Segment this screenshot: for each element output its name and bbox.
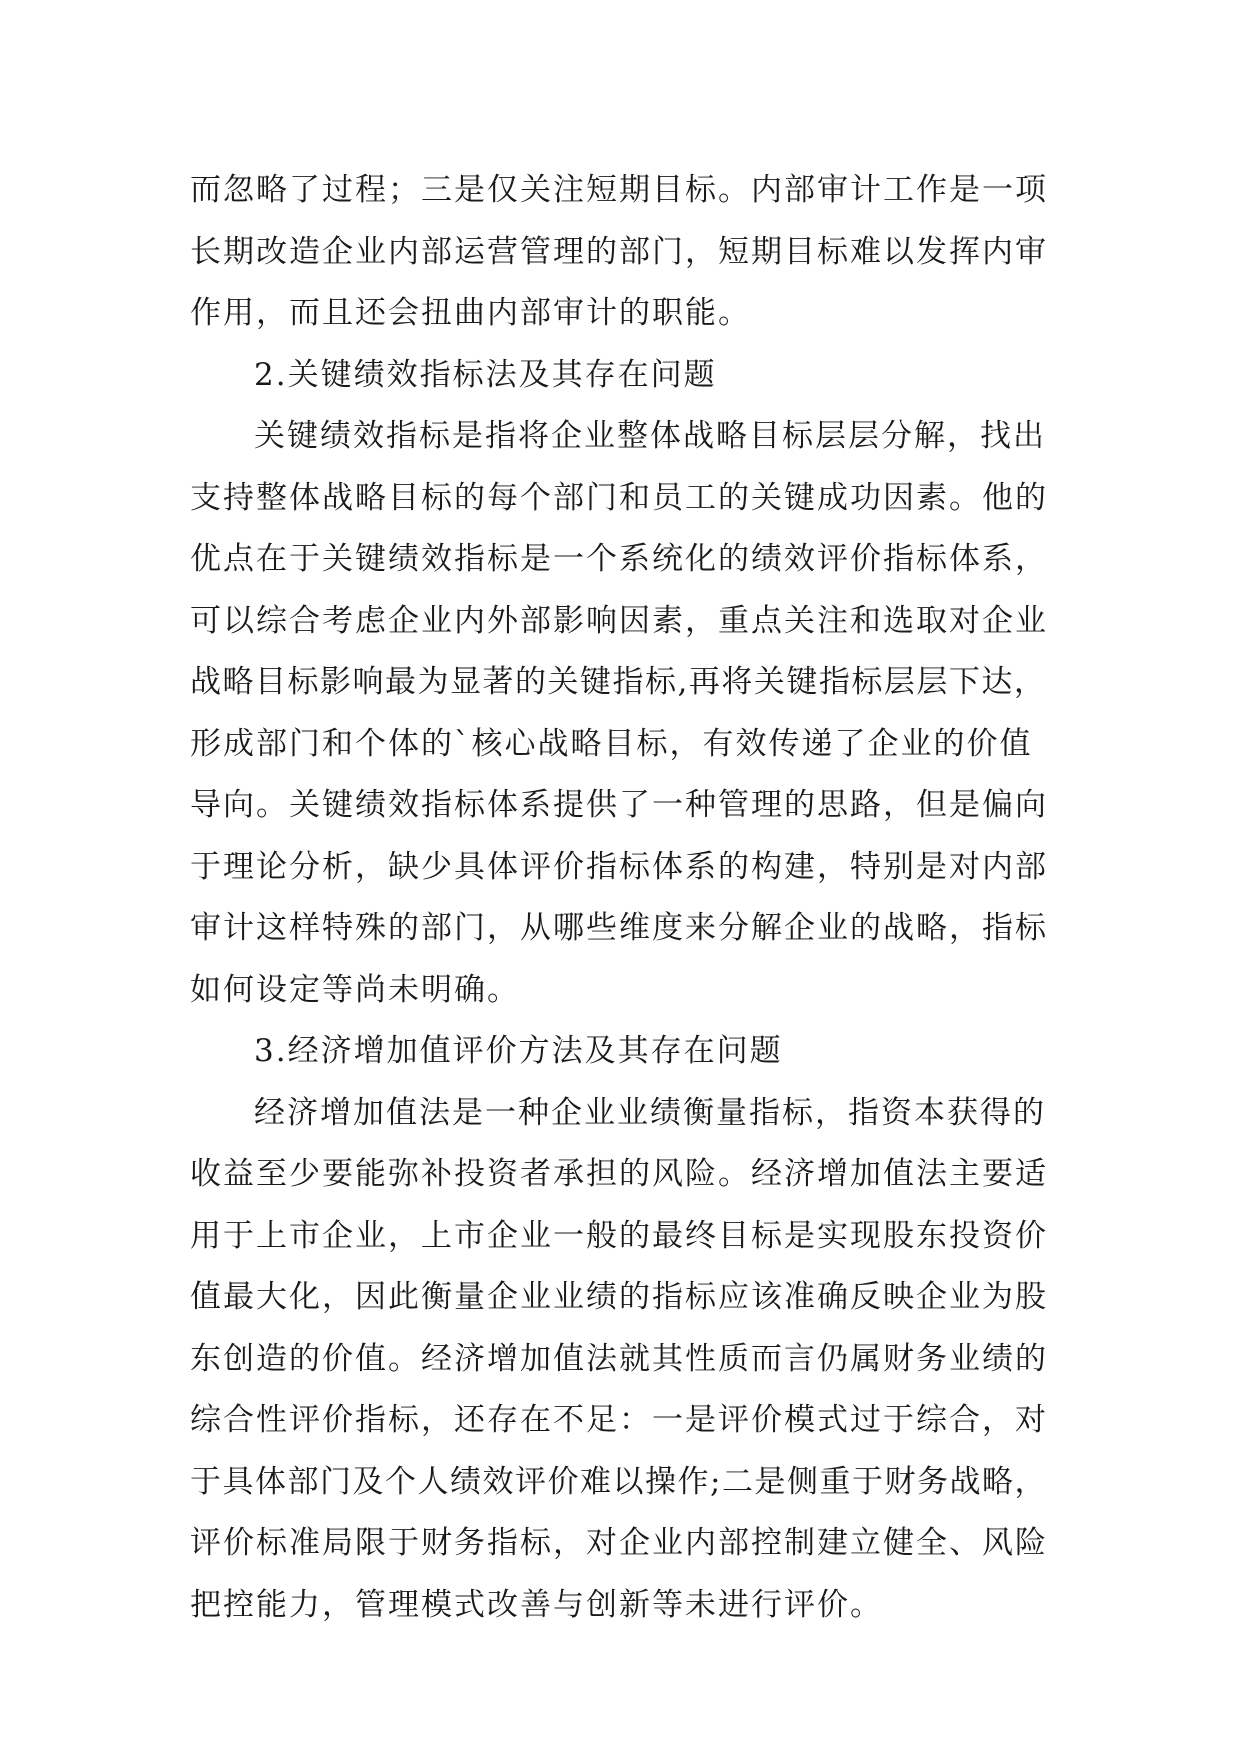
text-line: 审计这样特殊的部门，从哪些维度来分解企业的战略，指标 xyxy=(190,910,1048,946)
text-line: 于具体部门及个人绩效评价难以操作;二是侧重于财务战略， xyxy=(190,1463,1047,1500)
text-line: 作用，而且还会扭曲内部审计的职能。 xyxy=(190,295,751,331)
text-line: 评价标准局限于财务指标，对企业内部控制建立健全、风险 xyxy=(190,1525,1048,1561)
text-line: 把控能力，管理模式改善与创新等未进行评价。 xyxy=(190,1586,883,1623)
text-line: 3.经济增加值评价方法及其存在问题 xyxy=(254,1033,783,1069)
text-line: 关键绩效指标是指将企业整体战略目标层层分解，找出 xyxy=(254,418,1046,454)
text-line: 而忽略了过程；三是仅关注短期目标。内部审计工作是一项 xyxy=(190,172,1048,208)
text-line: 形成部门和个体的`核心战略目标，有效传递了企业的价值 xyxy=(190,725,1033,762)
text-line: 值最大化，因此衡量企业业绩的指标应该准确反映企业为股 xyxy=(190,1279,1048,1315)
text-line: 用于上市企业，上市企业一般的最终目标是实现股东投资价 xyxy=(190,1217,1048,1254)
text-line: 可以综合考虑企业内外部影响因素，重点关注和选取对企业 xyxy=(190,602,1048,639)
text-line: 东创造的价值。经济增加值法就其性质而言仍属财务业绩的 xyxy=(190,1340,1048,1377)
text-line: 支持整体战略目标的每个部门和员工的关键成功因素。他的 xyxy=(190,479,1048,516)
document-body xyxy=(190,160,1050,1636)
text-line: 导向。关键绩效指标体系提供了一种管理的思路，但是偏向 xyxy=(190,787,1048,823)
text-line: 于理论分析，缺少具体评价指标体系的构建，特别是对内部 xyxy=(190,848,1048,885)
text-line: 2.关键绩效指标法及其存在问题 xyxy=(254,356,717,393)
text-line: 如何设定等尚未明确。 xyxy=(190,971,520,1008)
text-line: 战略目标影响最为显著的关键指标,再将关键指标层层下达， xyxy=(190,664,1047,700)
text-line: 收益至少要能弥补投资者承担的风险。经济增加值法主要适 xyxy=(190,1156,1048,1192)
text-line: 长期改造企业内部运营管理的部门，短期目标难以发挥内审 xyxy=(190,233,1048,270)
text-line: 综合性评价指标，还存在不足：一是评价模式过于综合，对 xyxy=(190,1402,1048,1438)
text-line: 经济增加值法是一种企业业绩衡量指标，指资本获得的 xyxy=(254,1094,1046,1131)
text-line: 优点在于关键绩效指标是一个系统化的绩效评价指标体系， xyxy=(190,541,1048,577)
